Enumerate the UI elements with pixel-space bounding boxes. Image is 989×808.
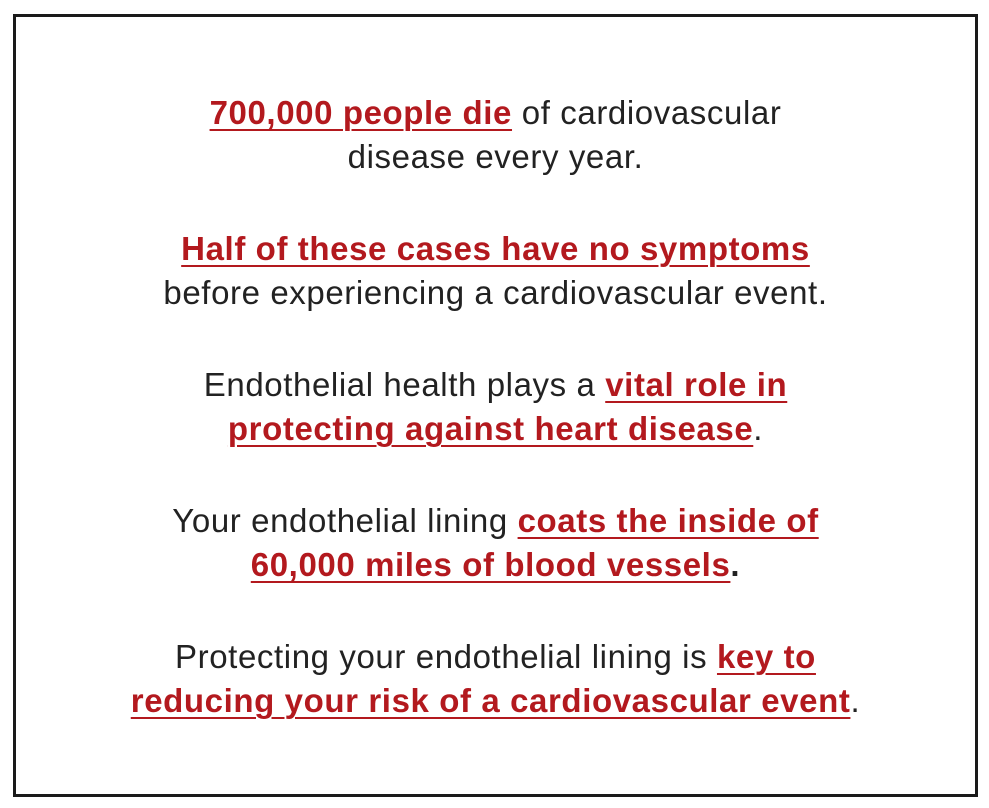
text-protecting-before: Protecting your endothelial lining is xyxy=(175,638,717,675)
fact-paragraph-deaths xyxy=(16,91,975,179)
text-deaths-line2: disease every year. xyxy=(347,138,644,175)
highlight-key-to: key to xyxy=(716,638,816,675)
fact-paragraph-endothelial-health xyxy=(16,363,975,451)
highlight-protecting: protecting against heart disease xyxy=(227,410,754,447)
fact-paragraph-lining xyxy=(16,499,975,587)
highlight-miles: 60,000 miles of blood vessels xyxy=(250,546,731,583)
text-symptoms-line2: before experiencing a cardiovascular event. xyxy=(163,274,828,311)
highlight-reducing-risk: reducing your risk of a cardiovascular event xyxy=(130,682,851,719)
highlight-coats: coats the inside of xyxy=(517,502,819,539)
text-protecting-end: . xyxy=(850,682,861,719)
text-lining-end: . xyxy=(730,546,741,583)
fact-paragraph-symptoms xyxy=(16,227,975,315)
text-endothelial-health-end: . xyxy=(753,410,764,447)
fact-paragraph-protecting xyxy=(16,635,975,723)
highlight-symptoms: Half of these cases have no symptoms xyxy=(181,230,810,267)
text-deaths-after: of cardiovascular xyxy=(512,94,782,131)
highlight-vital-role: vital role in xyxy=(605,366,788,403)
bordered-frame xyxy=(13,14,978,797)
facts-content xyxy=(16,91,975,771)
highlight-deaths: 700,000 people die xyxy=(209,94,513,131)
text-endothelial-health-before: Endothelial health plays a xyxy=(203,366,606,403)
text-lining-before: Your endothelial lining xyxy=(172,502,518,539)
